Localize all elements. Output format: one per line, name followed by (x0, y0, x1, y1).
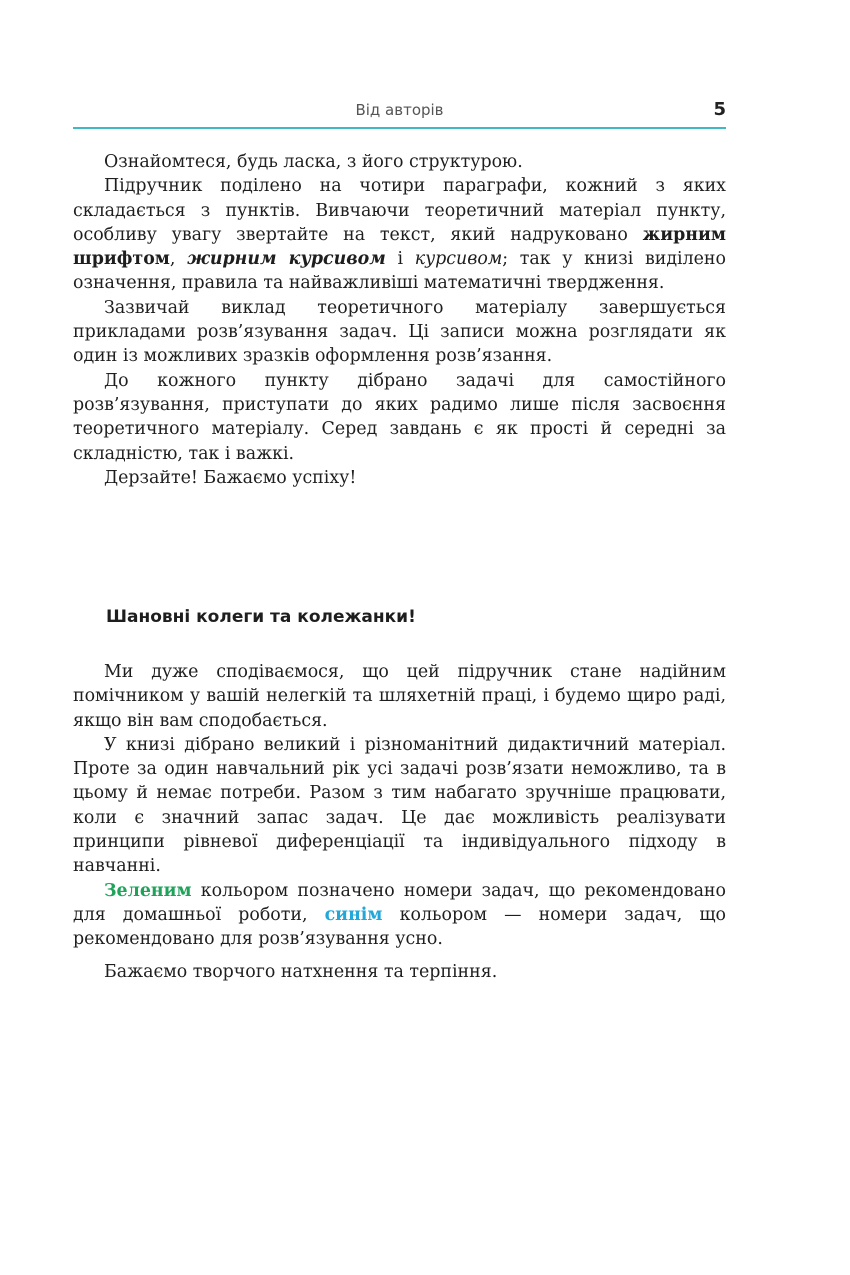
paragraph-good-luck: Дерзайте! Бажаємо успіху! (104, 467, 357, 488)
paragraph-book-structure (73, 174, 726, 295)
text-fragment: ; так у книзі виділено означення, правила та найважливіші математичні твердження. (73, 249, 726, 294)
bold-italic-text-example: жирним курсивом (187, 249, 386, 270)
paragraph-color-legend (73, 879, 726, 952)
teachers-heading: Шановні колеги та колежанки! (106, 607, 416, 627)
running-header-title: Від авторів (355, 101, 444, 119)
text-fragment: кольором позначено номери задач, що рекомендовано для домашньої роботи, (73, 880, 726, 925)
students-section (73, 150, 726, 490)
paragraph-exercises: До кожного пункту дібрано задачі для самостійного розв’язування, приступати до яких радимо лише після засвоєння теоретичного матеріалу. Серед завдань є як прості й середні за складністю, так і важкі. (73, 370, 726, 464)
paragraph-hope: Ми дуже сподіваємося, що цей підручник стане надійним помічником у вашій нелегкій та шляхетній праці, і будемо щиро раді, якщо він вам сподобається. (73, 662, 726, 731)
blue-color-label: синім (324, 904, 383, 925)
green-color-label: Зеленим (104, 880, 192, 901)
text-fragment: і (385, 249, 415, 270)
paragraph-examples: Зазвичай виклад теоретичного матеріалу завершується прикладами розв’язування задач. Ці записи можна розглядати як один із можливих зразків оформлення розв’язання. (73, 297, 726, 367)
italic-text-example: курсивом (414, 249, 503, 270)
text-fragment: Підручник поділено на чотири параграфи, кожний з яких складається з пунктів. Вивчаючи теоретичний матеріал пункту, особливу увагу звертайте на текст, який надруковано (73, 176, 726, 245)
teachers-section (73, 660, 726, 952)
text-fragment: кольором — номери задач, що рекомендовано для розв’язування усно. (73, 904, 726, 950)
header-rule (73, 127, 726, 129)
bold-text-example: жирним шрифтом (73, 224, 726, 270)
closing-section (73, 960, 726, 984)
paragraph-structure-intro: Ознайомтеся, будь ласка, з його структурою. (104, 152, 523, 172)
page-number: 5 (713, 99, 726, 120)
text-fragment: , (169, 249, 188, 270)
paragraph-closing-wish: Бажаємо творчого натхнення та терпіння. (104, 962, 498, 982)
paragraph-didactic-material: У книзі дібрано великий і різноманітний дидактичний матеріал. Проте за один навчальний рік усі задачі розв’язати неможливо, та в цьому й немає потреби. Разом з тим набагато зручніше працювати, коли є значний запас задач. Це дає можливість реалізувати принципи рівневої диференціації та індивідуального підходу в навчанні. (73, 734, 726, 877)
